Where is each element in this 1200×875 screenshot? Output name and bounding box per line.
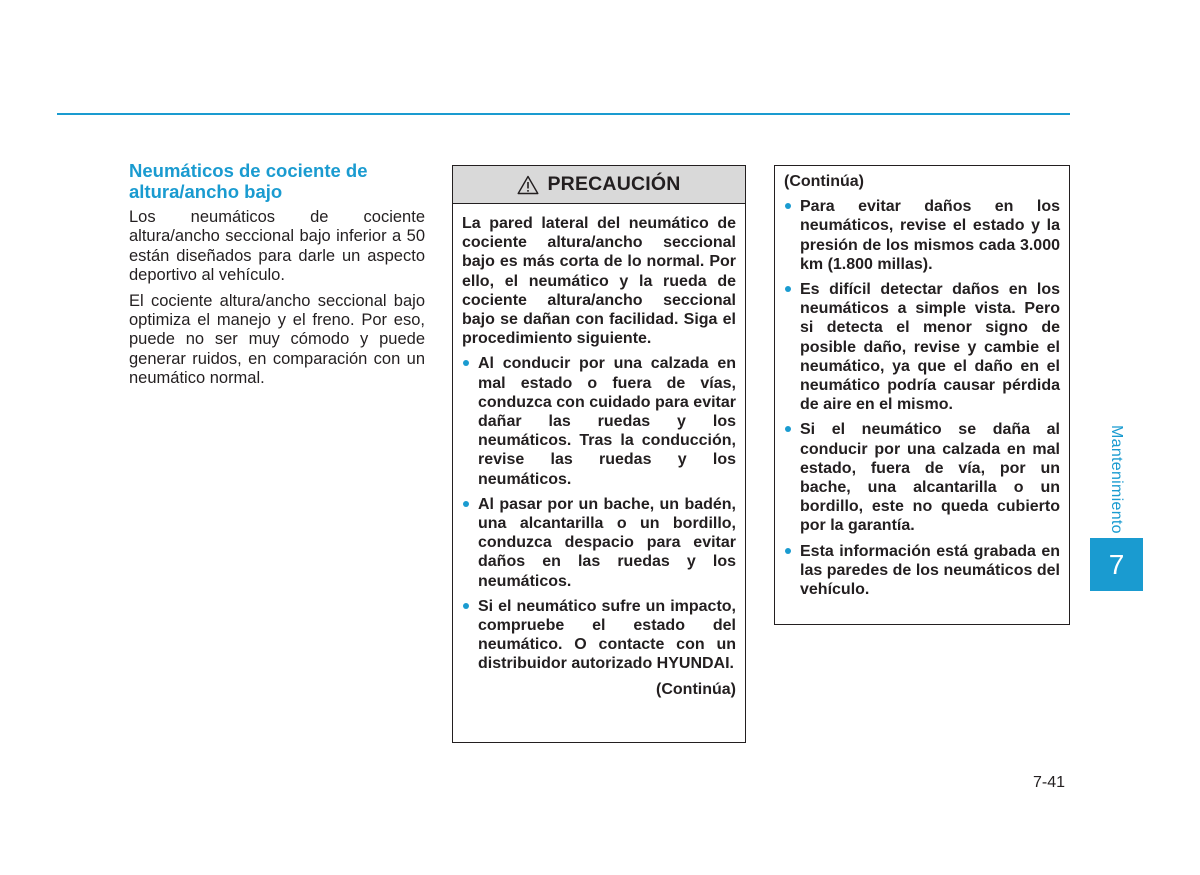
bullet-dot-icon xyxy=(785,426,791,432)
list-item xyxy=(784,280,1060,414)
page-number: 7-41 xyxy=(1033,774,1066,791)
list-item xyxy=(462,597,736,674)
list-item-text: Esta información está grabada en las paredes de los neumáticos del vehículo. xyxy=(800,542,1060,599)
caution-header xyxy=(453,166,745,204)
list-item-text: Al conducir por una calzada en mal estado o fuera de vías, conduzca con cuidado para evitar dañar las ruedas y los neumáticos. Tras la conducción, revise las ruedas y los neumáticos. xyxy=(478,355,736,488)
left-column xyxy=(129,160,425,395)
list-item-text: Si el neumático sufre un impacto, compruebe el estado del neumático. O contacte con un distribuidor autorizado HYUNDAI. xyxy=(478,597,736,673)
top-rule xyxy=(57,113,1070,115)
chapter-side-label: Mantenimiento xyxy=(1108,425,1125,534)
bullet-dot-icon xyxy=(463,501,469,507)
list-item xyxy=(784,197,1060,274)
list-item-text: Para evitar daños en los neumáticos, revise el estado y la presión de los mismos cada 3.000 km (1.800 millas). xyxy=(800,198,1060,273)
body-paragraph: El cociente altura/ancho seccional bajo optimiza el manejo y el freno. Por eso, puede no ser muy cómodo y puede generar ruidos, en comparación con un neumático normal. xyxy=(129,291,425,388)
continued-box xyxy=(774,165,1070,625)
bullet-dot-icon xyxy=(785,203,791,209)
bullet-dot-icon xyxy=(785,548,791,554)
list-item xyxy=(784,420,1060,535)
caution-body xyxy=(453,204,745,699)
continued-label: (Continúa) xyxy=(784,173,864,190)
bullet-dot-icon xyxy=(463,360,469,366)
list-item-text: Es difícil detectar daños en los neumáticos a simple vista. Pero si detecta el menor signo de posible daño, revise y cambie el neumático, ya que el daño en el neumático podría causar pérdida de aire en el mismo. xyxy=(800,281,1060,414)
continued-bullet-list xyxy=(784,197,1060,599)
list-item xyxy=(462,354,736,488)
list-item-text: Si el neumático se daña al conducir por una calzada en mal estado, fuera de vía, por un bache, una alcantarilla o un bordillo, este no queda cubierto por la garantía. xyxy=(800,421,1060,535)
section-title: Neumáticos de cociente de altura/ancho bajo xyxy=(129,160,368,202)
bullet-dot-icon xyxy=(463,603,469,609)
bullet-dot-icon xyxy=(785,286,791,292)
caution-title: PRECAUCIÓN xyxy=(547,173,681,195)
chapter-number-tab: 7 xyxy=(1090,538,1143,591)
list-item-text: Al pasar por un bache, un badén, una alcantarilla o un bordillo, conduzca despacio para evitar daños en las ruedas y los neumáticos. xyxy=(478,495,736,590)
list-item xyxy=(784,542,1060,600)
list-item xyxy=(462,495,736,591)
body-paragraph: Los neumáticos de cociente altura/ancho seccional bajo inferior a 50 están diseñados para darle un aspecto deportivo al vehículo. xyxy=(129,208,425,285)
continues-label: (Continúa) xyxy=(656,680,736,698)
warning-triangle-icon xyxy=(517,175,539,195)
caution-intro: La pared lateral del neumático de cociente altura/ancho seccional bajo es más corta de lo normal. Por ello, el neumático y la rueda de cociente altura/ancho seccional bajo se dañan con facilidad. Siga el procedimiento siguiente. xyxy=(462,215,736,348)
caution-box xyxy=(452,165,746,743)
caution-bullet-list xyxy=(462,354,736,673)
